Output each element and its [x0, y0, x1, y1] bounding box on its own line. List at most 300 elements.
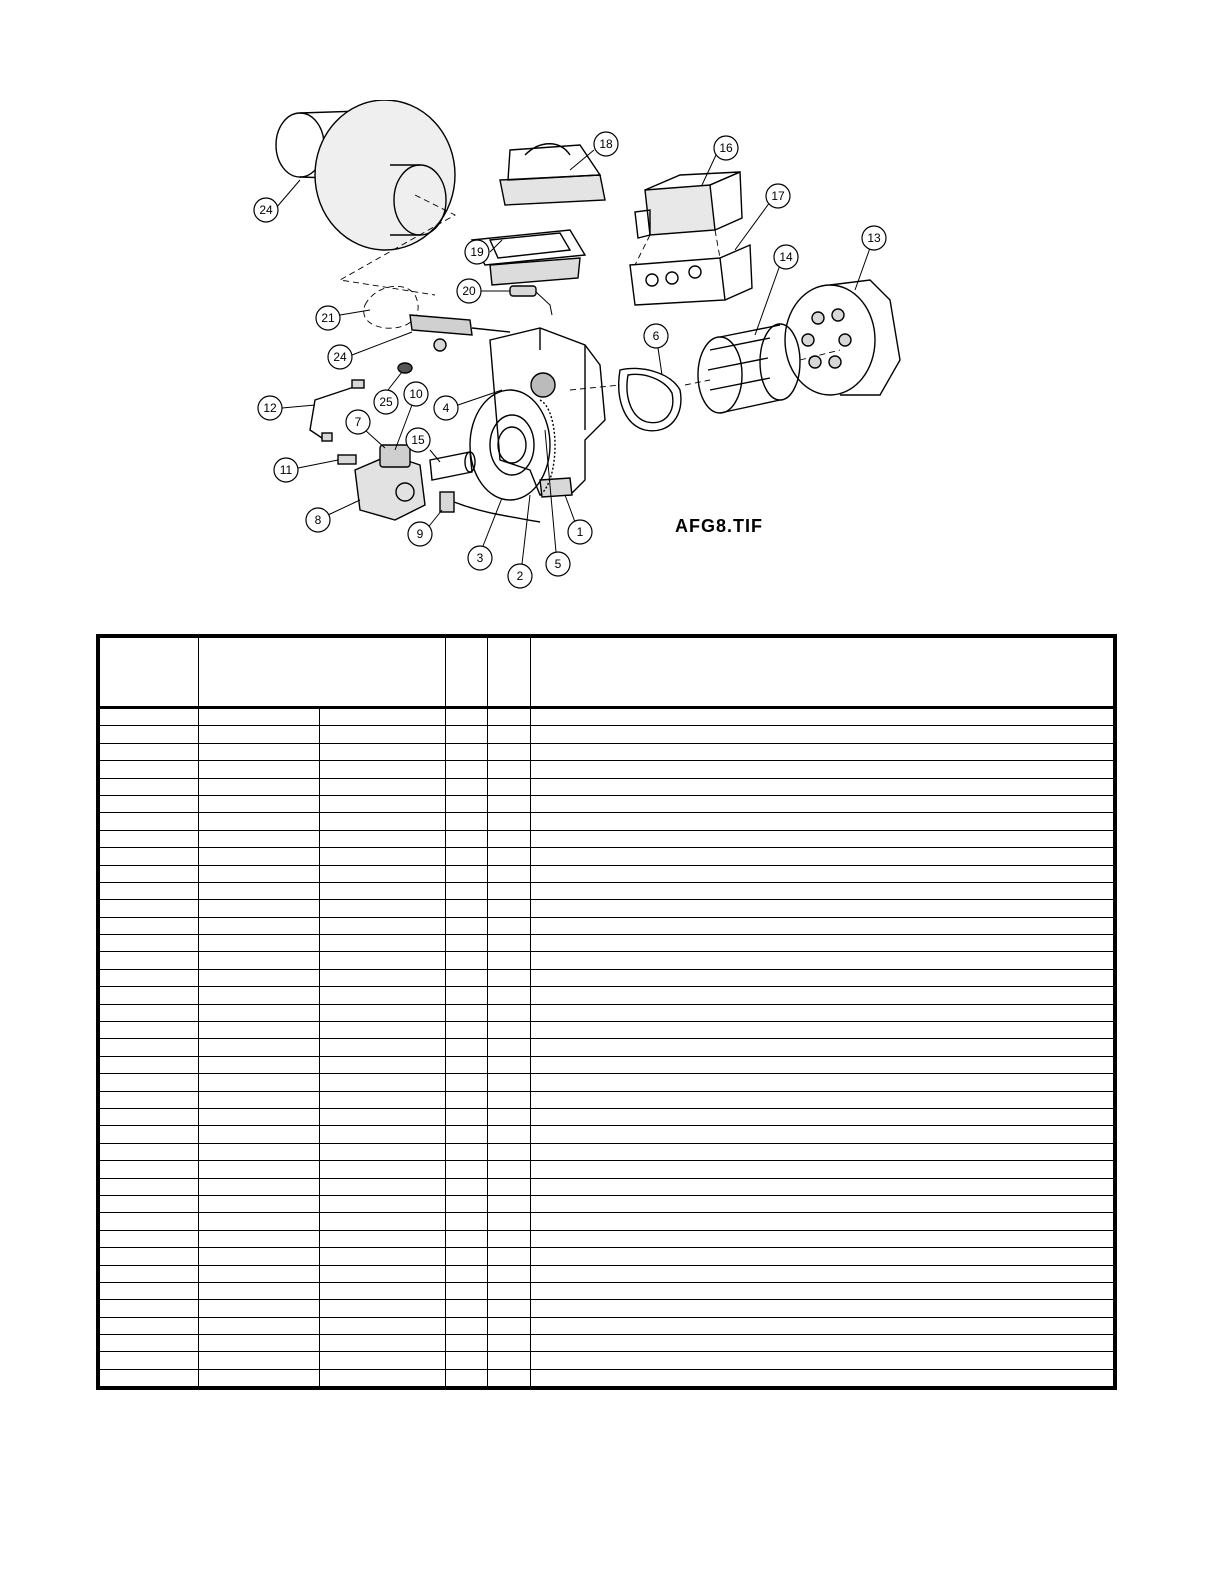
table-cell: [100, 1265, 199, 1282]
table-cell: [320, 1004, 446, 1021]
table-cell: [199, 761, 320, 778]
table-cell: [531, 795, 1114, 812]
table-cell: [446, 1108, 488, 1125]
part-15-coupling: [430, 452, 475, 480]
table-cell: [531, 882, 1114, 899]
table-cell: [320, 1161, 446, 1178]
callout-7: [346, 410, 385, 448]
table-row: [100, 1282, 1114, 1299]
table-cell: [100, 1352, 199, 1369]
table-cell: [320, 1039, 446, 1056]
table-row: [100, 1265, 1114, 1282]
table-cell: [488, 917, 531, 934]
table-row: [100, 935, 1114, 952]
table-row: [100, 1369, 1114, 1386]
table-cell: [100, 1126, 199, 1143]
table-cell: [446, 778, 488, 795]
part-13-motor: [785, 280, 900, 395]
table-cell: [488, 952, 531, 969]
table-cell: [320, 1074, 446, 1091]
table-cell: [488, 1091, 531, 1108]
table-cell: [100, 830, 199, 847]
table-cell: [320, 1143, 446, 1160]
table-cell: [488, 1282, 531, 1299]
table-cell: [531, 813, 1114, 830]
callout-25-label: 25: [379, 395, 393, 409]
table-cell: [531, 1230, 1114, 1247]
part-22-air-tube: [276, 100, 455, 295]
table-cell: [488, 743, 531, 760]
table-cell: [488, 1300, 531, 1317]
callout-6-label: 6: [652, 329, 660, 343]
part-25-nozzle: [398, 363, 412, 373]
table-cell: [100, 1230, 199, 1247]
callout-2: [508, 495, 532, 588]
table-cell: [488, 1265, 531, 1282]
table-cell: [531, 917, 1114, 934]
table-row: [100, 1091, 1114, 1108]
callout-4: [434, 390, 502, 420]
table-cell: [446, 726, 488, 743]
table-cell: [488, 1161, 531, 1178]
callout-12: [258, 396, 315, 420]
exploded-parts-diagram: [240, 100, 920, 610]
table-row: [100, 1039, 1114, 1056]
callout-1: [565, 495, 592, 544]
table-cell: [100, 778, 199, 795]
table-cell: [446, 917, 488, 934]
table-cell: [488, 795, 531, 812]
table-cell: [488, 726, 531, 743]
callout-20-label: 20: [462, 284, 476, 298]
table-cell: [100, 726, 199, 743]
table-cell: [320, 882, 446, 899]
table-row: [100, 987, 1114, 1004]
table-cell: [320, 1265, 446, 1282]
table-cell: [100, 761, 199, 778]
part-20-photocell: [510, 286, 552, 315]
table-cell: [100, 1091, 199, 1108]
table-cell: [446, 1126, 488, 1143]
table-cell: [100, 1248, 199, 1265]
table-cell: [199, 1335, 320, 1352]
table-cell: [446, 1178, 488, 1195]
table-cell: [199, 865, 320, 882]
table-cell: [531, 743, 1114, 760]
table-cell: [100, 743, 199, 760]
table-cell: [446, 1022, 488, 1039]
table-cell: [488, 1317, 531, 1334]
table-cell: [320, 1335, 446, 1352]
callout-19-label: 19: [470, 245, 484, 259]
table-cell: [100, 900, 199, 917]
table-row: [100, 969, 1114, 986]
table-cell: [199, 952, 320, 969]
callout-17: [735, 184, 790, 250]
table-cell: [100, 1300, 199, 1317]
table-cell: [488, 1039, 531, 1056]
table-cell: [320, 726, 446, 743]
table-row: [100, 848, 1114, 865]
callout-15: [406, 428, 440, 462]
table-cell: [320, 917, 446, 934]
table-cell: [199, 830, 320, 847]
callout-18: [570, 132, 618, 170]
table-cell: [446, 882, 488, 899]
part-17-junction-box: [630, 230, 752, 305]
part-1-burner-housing: [490, 328, 605, 497]
callout-5-label: 5: [554, 557, 562, 571]
callout-13-label: 13: [867, 231, 881, 245]
table-row: [100, 830, 1114, 847]
table-cell: [488, 848, 531, 865]
table-cell: [320, 1317, 446, 1334]
table-cell: [320, 1091, 446, 1108]
table-row: [100, 1143, 1114, 1160]
callout-19: [465, 240, 502, 264]
callout-9: [408, 510, 442, 546]
table-cell: [320, 987, 446, 1004]
table-cell: [199, 1195, 320, 1212]
table-cell: [320, 1300, 446, 1317]
table-cell: [488, 1143, 531, 1160]
table-cell: [531, 1317, 1114, 1334]
table-cell: [100, 935, 199, 952]
table-cell: [488, 1335, 531, 1352]
table-cell: [446, 1230, 488, 1247]
table-row: [100, 761, 1114, 778]
table-cell: [488, 1108, 531, 1125]
table-cell: [199, 1265, 320, 1282]
table-row: [100, 1056, 1114, 1073]
table-row: [100, 1300, 1114, 1317]
table-cell: [199, 1352, 320, 1369]
table-cell: [199, 1178, 320, 1195]
table-cell: [199, 1161, 320, 1178]
parts-list-table: [96, 634, 1117, 1390]
table-cell: [488, 1004, 531, 1021]
table-cell: [100, 1004, 199, 1021]
table-cell: [446, 1300, 488, 1317]
table-cell: [100, 1317, 199, 1334]
callout-1-label: 1: [576, 525, 584, 539]
table-cell: [488, 882, 531, 899]
table-cell: [100, 1369, 199, 1386]
table-cell: [446, 1369, 488, 1386]
table-cell: [531, 1074, 1114, 1091]
table-cell: [446, 1004, 488, 1021]
table-row: [100, 1248, 1114, 1265]
callout-18-label: 18: [599, 137, 613, 151]
table-row: [100, 952, 1114, 969]
callout-25: [374, 372, 402, 414]
table-cell: [199, 1074, 320, 1091]
callout-15-label: 15: [411, 433, 425, 447]
table-cell: [488, 830, 531, 847]
table-cell: [199, 848, 320, 865]
part-16-transformer: [635, 172, 742, 238]
table-cell: [320, 830, 446, 847]
table-cell: [531, 1143, 1114, 1160]
table-cell: [531, 1282, 1114, 1299]
callout-24-label: 24: [333, 350, 347, 364]
table-cell: [100, 1022, 199, 1039]
part-3-air-band: [470, 390, 550, 500]
table-cell: [320, 761, 446, 778]
table-cell: [488, 761, 531, 778]
table-cell: [320, 795, 446, 812]
callout-9-label: 9: [416, 527, 424, 541]
table-cell: [100, 1195, 199, 1212]
table-cell: [446, 1265, 488, 1282]
table-cell: [446, 1248, 488, 1265]
table-cell: [100, 987, 199, 1004]
table-row: [100, 743, 1114, 760]
table-cell: [320, 813, 446, 830]
table-cell: [100, 1335, 199, 1352]
table-header-row: [100, 638, 1114, 708]
callout-8-label: 8: [314, 513, 322, 527]
table-cell: [199, 917, 320, 934]
table-cell: [100, 952, 199, 969]
table-cell: [199, 778, 320, 795]
callout-3-label: 3: [476, 551, 484, 565]
table-cell: [446, 1195, 488, 1212]
table-cell: [446, 900, 488, 917]
table-cell: [100, 1108, 199, 1125]
table-cell: [488, 1195, 531, 1212]
table-cell: [199, 882, 320, 899]
table-cell: [446, 1091, 488, 1108]
table-row: [100, 1004, 1114, 1021]
table-cell: [446, 952, 488, 969]
callout-12-label: 12: [263, 401, 277, 415]
table-cell: [320, 1178, 446, 1195]
table-cell: [531, 761, 1114, 778]
table-cell: [320, 1248, 446, 1265]
table-cell: [446, 1352, 488, 1369]
callout-7-label: 7: [354, 415, 362, 429]
table-cell: [199, 1282, 320, 1299]
callout-6: [644, 324, 668, 375]
table-cell: [531, 830, 1114, 847]
table-row: [100, 1195, 1114, 1212]
table-cell: [531, 1161, 1114, 1178]
table-cell: [320, 848, 446, 865]
table-row: [100, 1074, 1114, 1091]
table-cell: [446, 813, 488, 830]
table-cell: [320, 935, 446, 952]
callout-14: [755, 245, 798, 335]
table-cell: [446, 935, 488, 952]
header-cell-a: [446, 638, 488, 708]
table-row: [100, 1022, 1114, 1039]
callout-24: [328, 332, 412, 369]
table-cell: [320, 952, 446, 969]
table-cell: [488, 865, 531, 882]
callout-11-label: 11: [279, 463, 293, 477]
table-cell: [488, 1248, 531, 1265]
table-cell: [531, 708, 1114, 726]
callout-14-label: 14: [779, 250, 793, 264]
table-cell: [446, 1282, 488, 1299]
callout-22: [254, 180, 300, 222]
table-cell: [488, 778, 531, 795]
table-cell: [531, 1091, 1114, 1108]
table-row: [100, 917, 1114, 934]
table-cell: [100, 882, 199, 899]
table-cell: [531, 848, 1114, 865]
table-cell: [100, 1161, 199, 1178]
table-cell: [488, 900, 531, 917]
part-18-cover: [500, 144, 605, 205]
table-cell: [199, 1004, 320, 1021]
table-cell: [531, 1056, 1114, 1073]
table-cell: [531, 952, 1114, 969]
table-cell: [100, 969, 199, 986]
table-row: [100, 726, 1114, 743]
part-19-gasket: [472, 230, 585, 285]
table-cell: [199, 1039, 320, 1056]
callout-2-label: 2: [516, 569, 524, 583]
table-cell: [320, 1126, 446, 1143]
table-cell: [320, 1195, 446, 1212]
table-cell: [531, 1369, 1114, 1386]
table-cell: [531, 1039, 1114, 1056]
table-body: [100, 708, 1114, 1387]
table-cell: [446, 865, 488, 882]
callout-21-label: 21: [321, 311, 335, 325]
table-cell: [488, 935, 531, 952]
table-cell: [488, 1230, 531, 1247]
table-cell: [320, 1352, 446, 1369]
table-cell: [446, 830, 488, 847]
table-cell: [320, 969, 446, 986]
table-cell: [199, 969, 320, 986]
table-cell: [446, 1039, 488, 1056]
table-cell: [488, 987, 531, 1004]
table-cell: [320, 743, 446, 760]
table-cell: [446, 1335, 488, 1352]
table-cell: [531, 935, 1114, 952]
table-cell: [100, 1282, 199, 1299]
table-cell: [531, 726, 1114, 743]
table-cell: [199, 1300, 320, 1317]
table-cell: [100, 813, 199, 830]
table-cell: [199, 935, 320, 952]
table-cell: [100, 865, 199, 882]
table-cell: [446, 1143, 488, 1160]
part-8-fuel-pump: [355, 445, 425, 520]
table-cell: [199, 1248, 320, 1265]
table-cell: [100, 1178, 199, 1195]
header-cell-description: [531, 638, 1114, 708]
table-row: [100, 900, 1114, 917]
table-cell: [199, 726, 320, 743]
table-cell: [531, 1248, 1114, 1265]
table-cell: [100, 795, 199, 812]
table-cell: [446, 743, 488, 760]
table-row: [100, 1108, 1114, 1125]
table-cell: [320, 1108, 446, 1125]
table-row: [100, 1317, 1114, 1334]
table-cell: [100, 1143, 199, 1160]
table-cell: [531, 1335, 1114, 1352]
callout-16-label: 16: [719, 141, 733, 155]
table-cell: [531, 778, 1114, 795]
table-cell: [446, 1074, 488, 1091]
table-cell: [100, 1039, 199, 1056]
table-row: [100, 813, 1114, 830]
table-cell: [199, 1230, 320, 1247]
table-cell: [531, 1265, 1114, 1282]
table-cell: [199, 987, 320, 1004]
table-cell: [199, 1143, 320, 1160]
table-cell: [488, 1056, 531, 1073]
table-cell: [320, 1369, 446, 1386]
table-row: [100, 778, 1114, 795]
table-cell: [199, 1091, 320, 1108]
table-row: [100, 1335, 1114, 1352]
table-cell: [488, 1126, 531, 1143]
table-cell: [531, 1352, 1114, 1369]
table-cell: [320, 1282, 446, 1299]
table-cell: [320, 1213, 446, 1230]
table-cell: [199, 900, 320, 917]
table-cell: [531, 1195, 1114, 1212]
part-11-fitting: [338, 455, 356, 464]
table-cell: [446, 708, 488, 726]
table-cell: [199, 1022, 320, 1039]
table-cell: [320, 900, 446, 917]
table-cell: [488, 1369, 531, 1386]
table-row: [100, 1126, 1114, 1143]
table-cell: [199, 1317, 320, 1334]
header-cell-key: [100, 638, 199, 708]
table-cell: [199, 1126, 320, 1143]
table-cell: [199, 1108, 320, 1125]
table-cell: [446, 969, 488, 986]
table-cell: [531, 865, 1114, 882]
table-cell: [446, 795, 488, 812]
part-6-mounting-flange: [619, 368, 681, 430]
table-cell: [531, 1300, 1114, 1317]
table-cell: [446, 1213, 488, 1230]
callout-21: [316, 306, 370, 330]
table-row: [100, 708, 1114, 726]
table-row: [100, 1161, 1114, 1178]
table-row: [100, 865, 1114, 882]
table-row: [100, 882, 1114, 899]
callout-8: [306, 500, 360, 532]
table-row: [100, 1213, 1114, 1230]
table-cell: [100, 1056, 199, 1073]
table-cell: [100, 1213, 199, 1230]
table-cell: [488, 708, 531, 726]
table-cell: [488, 1178, 531, 1195]
table-cell: [446, 761, 488, 778]
table-cell: [531, 1126, 1114, 1143]
table-cell: [531, 900, 1114, 917]
table-cell: [446, 1056, 488, 1073]
callout-11: [274, 458, 338, 482]
table-cell: [488, 1074, 531, 1091]
table-cell: [100, 917, 199, 934]
callout-4-label: 4: [442, 401, 450, 415]
table-cell: [531, 969, 1114, 986]
table-cell: [446, 848, 488, 865]
callout-10-label: 10: [409, 387, 423, 401]
